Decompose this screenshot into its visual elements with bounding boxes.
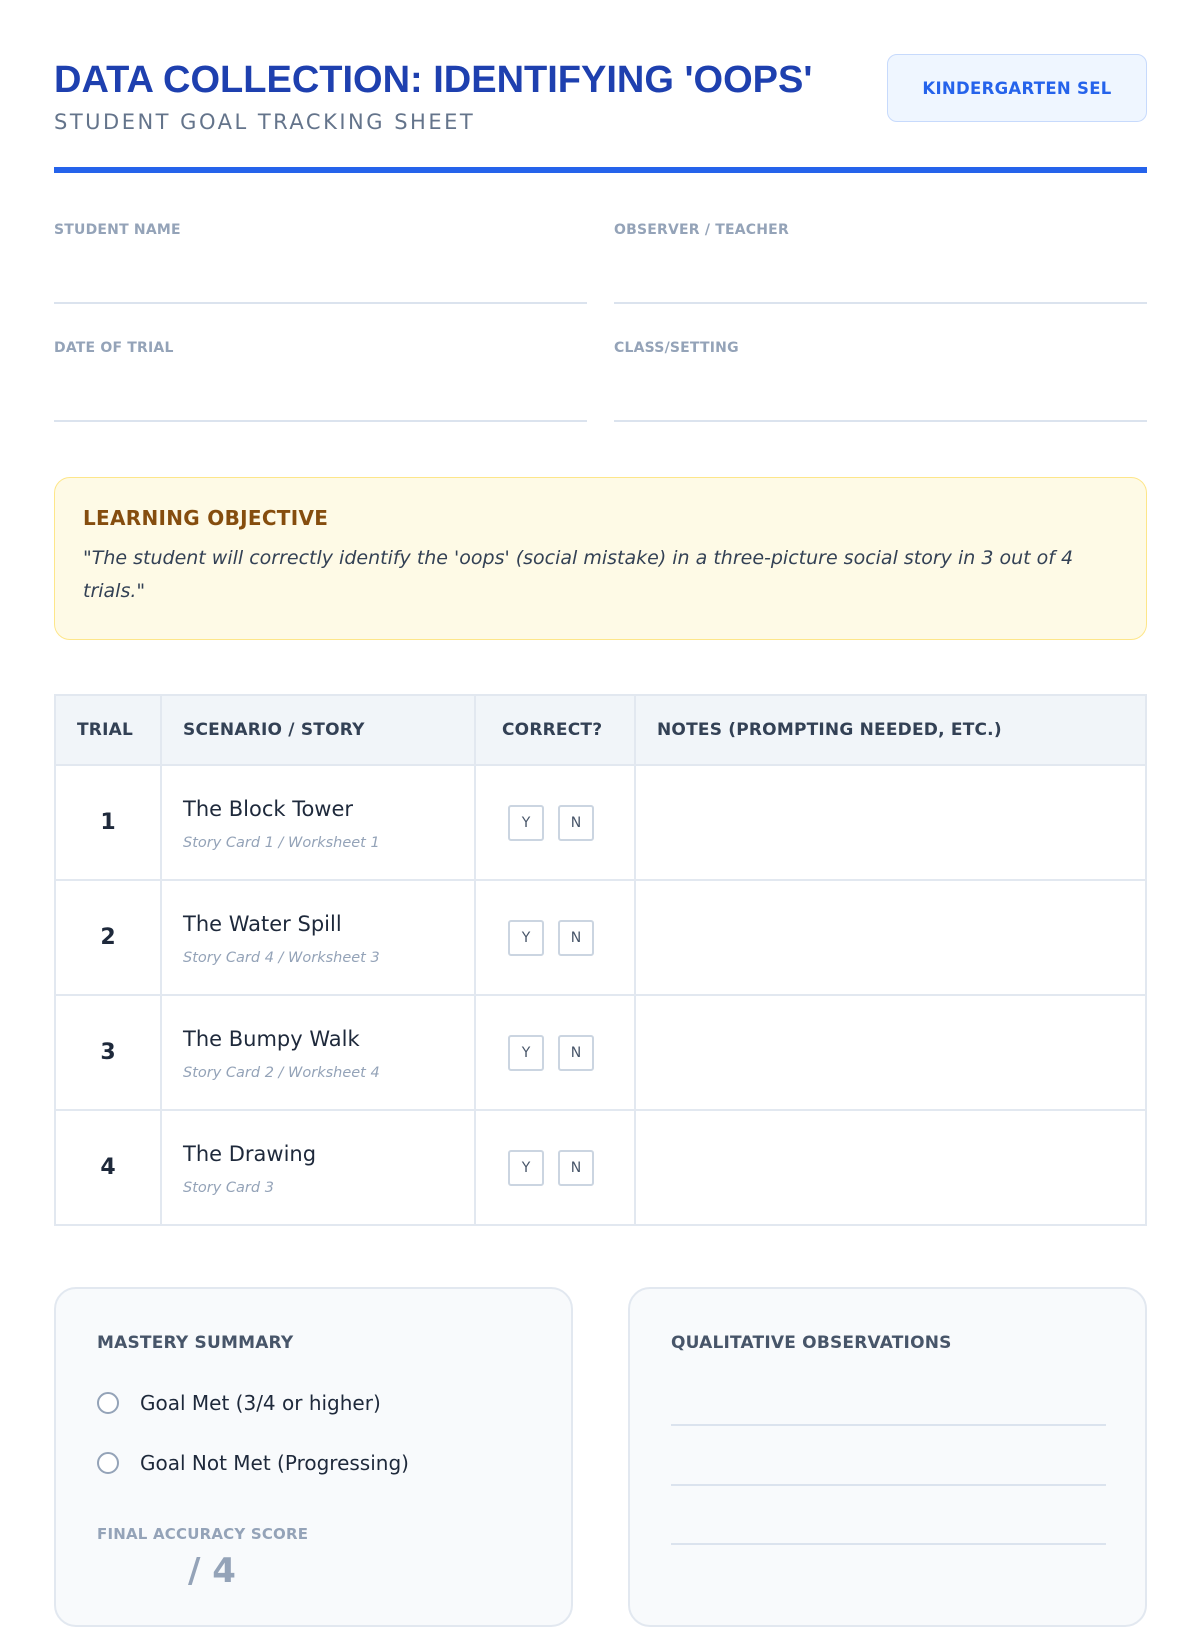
notes-cell[interactable]	[635, 995, 1146, 1110]
no-checkbox[interactable]: N	[558, 805, 594, 841]
no-checkbox[interactable]: N	[558, 920, 594, 956]
correct-cell	[475, 765, 635, 880]
page-subtitle: STUDENT GOAL TRACKING SHEET	[54, 110, 476, 134]
table-row	[55, 765, 1146, 880]
observation-line[interactable]	[671, 1543, 1106, 1545]
scenario-source: Story Card 1 / Worksheet 1	[183, 834, 380, 851]
scenario-cell	[161, 880, 475, 995]
scenario-title: The Bumpy Walk	[183, 1026, 360, 1051]
objective-title: LEARNING OBJECTIVE	[83, 506, 329, 530]
student-name-line[interactable]	[54, 302, 587, 304]
date-field[interactable]	[54, 340, 587, 422]
qualitative-observations-panel	[628, 1287, 1147, 1627]
scenario-source: Story Card 2 / Worksheet 4	[183, 1064, 380, 1081]
final-score-label: FINAL ACCURACY SCORE	[97, 1525, 309, 1543]
column-header-notes: NOTES (PROMPTING NEEDED, ETC.)	[635, 695, 1146, 765]
observer-field[interactable]	[614, 222, 1147, 304]
observations-title: QUALITATIVE OBSERVATIONS	[671, 1333, 952, 1353]
yes-checkbox[interactable]: Y	[508, 920, 544, 956]
trial-number: 2	[55, 880, 161, 995]
column-header-trial: TRIAL	[55, 695, 161, 765]
scenario-title: The Block Tower	[183, 796, 354, 821]
no-checkbox[interactable]: N	[558, 1150, 594, 1186]
student-name-label: STUDENT NAME	[54, 222, 181, 238]
mastery-summary-panel	[54, 1287, 573, 1627]
objective-text: "The student will correctly identify the 'oops' (social mistake) in a three-picture social story in 3 out of 4 trials."	[83, 547, 1074, 602]
header	[54, 0, 1147, 174]
trial-number: 1	[55, 765, 161, 880]
trial-number: 4	[55, 1110, 161, 1225]
notes-cell[interactable]	[635, 765, 1146, 880]
column-header-scenario: SCENARIO / STORY	[161, 695, 475, 765]
trial-number: 3	[55, 995, 161, 1110]
goal-met-label: Goal Met (3/4 or higher)	[140, 1391, 381, 1415]
radio-button[interactable]	[97, 1392, 119, 1414]
observation-line[interactable]	[671, 1484, 1106, 1486]
scenario-title: The Drawing	[183, 1141, 317, 1166]
scenario-source: Story Card 4 / Worksheet 3	[183, 949, 380, 966]
column-header-correct: CORRECT?	[475, 695, 635, 765]
yes-checkbox[interactable]: Y	[508, 805, 544, 841]
student-name-field[interactable]	[54, 222, 587, 304]
goal-met-option[interactable]	[97, 1389, 381, 1417]
class-setting-label: CLASS/SETTING	[614, 340, 739, 356]
notes-cell[interactable]	[635, 880, 1146, 995]
correct-cell	[475, 995, 635, 1110]
page-title: DATA COLLECTION: IDENTIFYING 'OOPS'	[54, 59, 813, 101]
correct-cell	[475, 880, 635, 995]
scenario-cell	[161, 765, 475, 880]
notes-cell[interactable]	[635, 1110, 1146, 1225]
scenario-title: The Water Spill	[183, 911, 342, 936]
scenario-source: Story Card 3	[183, 1179, 274, 1196]
trial-table	[54, 694, 1147, 1226]
tracking-sheet	[54, 0, 1147, 1591]
scenario-cell	[161, 1110, 475, 1225]
header-divider	[54, 167, 1147, 173]
table-row	[55, 1110, 1146, 1225]
class-setting-line[interactable]	[614, 420, 1147, 422]
final-score-value[interactable]: / 4	[188, 1551, 236, 1591]
table-row	[55, 995, 1146, 1110]
table-row	[55, 880, 1146, 995]
observer-label: OBSERVER / TEACHER	[614, 222, 789, 238]
learning-objective-box	[54, 477, 1147, 640]
correct-cell	[475, 1110, 635, 1225]
table-header-row	[55, 695, 1146, 765]
goal-not-met-label: Goal Not Met (Progressing)	[140, 1451, 409, 1475]
observer-line[interactable]	[614, 302, 1147, 304]
class-setting-field[interactable]	[614, 340, 1147, 422]
scenario-cell	[161, 995, 475, 1110]
yes-checkbox[interactable]: Y	[508, 1150, 544, 1186]
date-line[interactable]	[54, 420, 587, 422]
date-label: DATE OF TRIAL	[54, 340, 174, 356]
radio-button[interactable]	[97, 1452, 119, 1474]
grade-badge: KINDERGARTEN SEL	[887, 54, 1147, 122]
goal-not-met-option[interactable]	[97, 1449, 409, 1477]
mastery-summary-title: MASTERY SUMMARY	[97, 1333, 294, 1353]
yes-checkbox[interactable]: Y	[508, 1035, 544, 1071]
no-checkbox[interactable]: N	[558, 1035, 594, 1071]
observation-line[interactable]	[671, 1424, 1106, 1426]
